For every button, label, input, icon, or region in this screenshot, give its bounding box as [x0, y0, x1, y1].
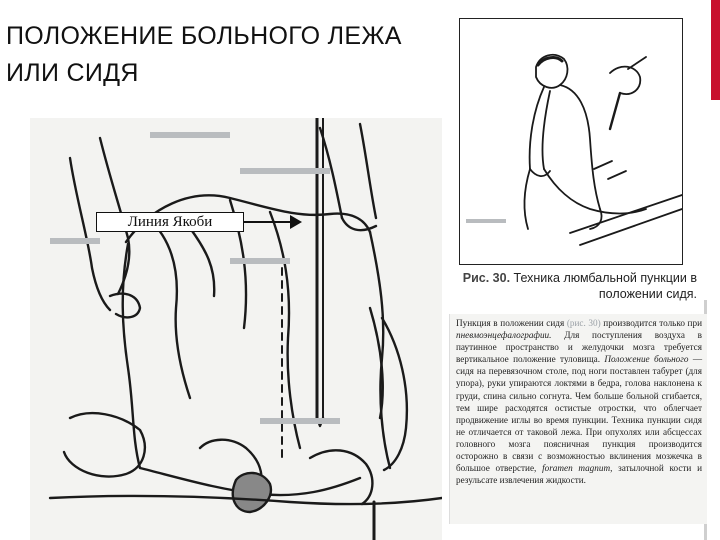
jacobi-line-label: Линия Якоби [96, 212, 244, 232]
figure-caption-text: Техника люмбальной пункции в положении сидя. [513, 271, 697, 301]
lying-position-drawing [30, 118, 442, 540]
text-segment: Для поступления воздуха в паутинное пространство и желудочки мозга требуется вертикальное положение туловища. [456, 330, 702, 365]
seated-position-drawing [460, 19, 682, 264]
emphasis-term: пневмоэнцефалографии. [456, 330, 552, 341]
seated-puncture-figure [459, 18, 683, 265]
text-segment: производится только при [600, 318, 702, 328]
emphasis-term: foramen magnum, [542, 463, 613, 474]
figure-caption [459, 270, 697, 302]
lumbar-puncture-illustration [30, 118, 442, 540]
slide-title: ПОЛОЖЕНИЕ БОЛЬНОГО ЛЕЖА ИЛИ СИДЯ [6, 22, 402, 87]
procedure-text [449, 314, 707, 524]
text-segment: Пункция в положении сидя [456, 318, 567, 328]
text-segment: затылочной кости и резульсате извлечения жидкости. [456, 463, 702, 486]
text-segment: — сидя на перевязочном столе, под ноги поставлен табурет (для упора), руки упираются локтями в бедра, голова наклонена к груди, спина сильно согнута. Чем больше больной сгибается, тем шире расходятся остистые отростки, что облегчает продвижение иглы во время пункции. Техника пункции сидя не отличается от таковой лежа. При опухолях или абсцессах головного мозга поясничная пункция производится осторожно в связи с возможностью вклинения мозжечка в большое отверстие, [456, 354, 702, 474]
figure-reference: (рис. 30) [566, 318, 601, 328]
figure-number: Рис. 30. [462, 271, 511, 285]
accent-bar [711, 0, 720, 100]
emphasis-term: Положение больного [604, 354, 689, 365]
